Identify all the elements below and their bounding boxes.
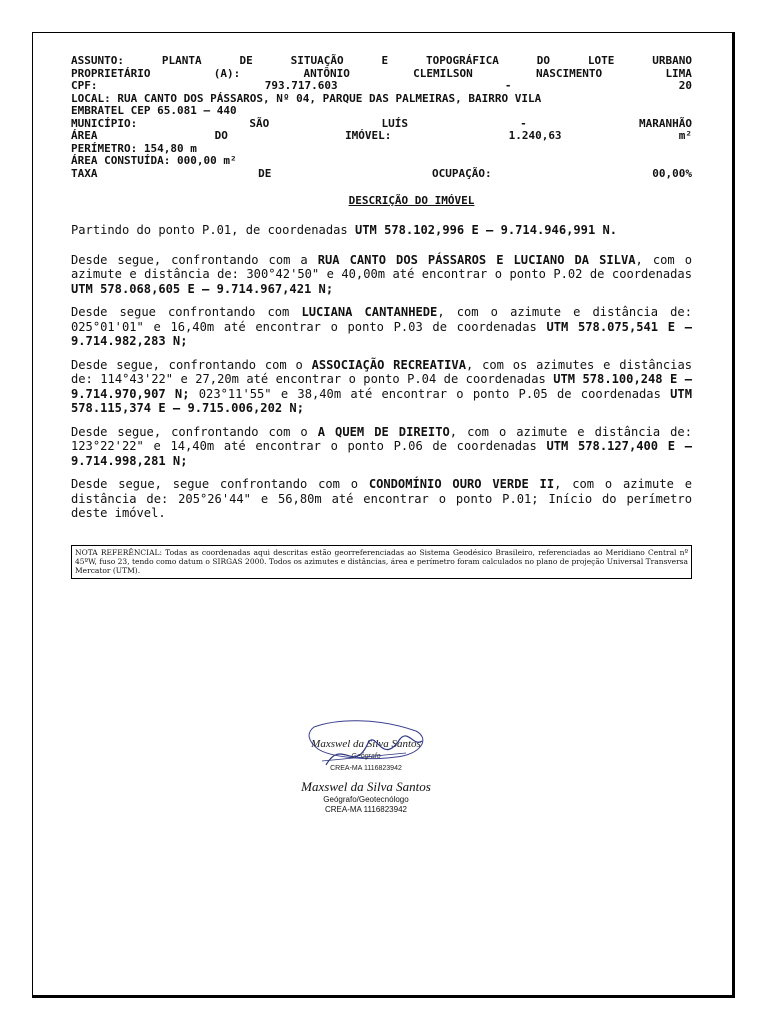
paragraph-text: , com o azimute e distância de: 123°22'22" e 14,40m até encontrar o ponto P.06 de coordenadas (71, 424, 692, 453)
paragraph-text: , com o azimute e distância de: 205°26'44" e 56,80m até encontrar o ponto P.01; Início do perímetro deste imóvel. (71, 477, 692, 520)
paragraph-p05 (71, 425, 692, 469)
coordinates-bold: UTM 578.068,605 E – 9.714.967,421 N; (71, 281, 334, 296)
local-line-cont: EMBRATEL CEP 65.081 – 440 (71, 104, 237, 117)
proprietario-label: PROPRIETÁRIO (71, 66, 151, 80)
assunto-word: LOTE (587, 54, 615, 67)
paragraph-text: Desde segue, confrontando com o (71, 424, 318, 439)
paragraph-text: , com o azimute e distância de: 025°01'01" e 16,40m até encontrar o ponto P.03 de coordenadas (71, 305, 692, 334)
coordinates-bold: UTM 578.100,248 E – 9.714.970,907 N; (71, 372, 692, 401)
cpf-label: CPF: (71, 79, 98, 92)
paragraph-p06 (71, 477, 692, 521)
paragraph-text: Desde segue, confrontando com a (71, 252, 318, 267)
area-construida-line: ÁREA CONSTUÍDA: 000,00 m² (71, 154, 237, 167)
proprietario-word: LIMA (665, 66, 692, 80)
area-word: DO (214, 129, 228, 142)
area-label: ÁREA (71, 129, 98, 142)
proprietario-word: (A): (213, 66, 241, 80)
paragraph-text: Desde segue, confrontando com o (71, 357, 312, 372)
taxa-word: OCUPAÇÃO: (432, 166, 492, 180)
cpf-suffix: 20 (678, 79, 692, 92)
coordinates-bold: UTM 578.075,541 E – 9.714.982,283 N; (71, 319, 692, 348)
confrontante-bold: LUCIANA CANTANHEDE (301, 305, 438, 319)
confrontante-bold: CONDOMÍNIO OURO VERDE II (368, 477, 555, 491)
signer-role: Geógrafo/Geotecnólogo (323, 795, 409, 804)
taxa-word: DE (258, 166, 272, 180)
signature-stamp-image (296, 717, 436, 783)
paragraph-text: Partindo do ponto P.01, de coordenadas (71, 223, 355, 237)
signer-crea: CREA-MA 1116823942 (325, 805, 407, 814)
taxa-line (71, 168, 692, 181)
paragraph-text: , com o azimute e distância de: 300°42'50" e 40,00m até encontrar o ponto P.02 de coordenadas (71, 252, 692, 281)
assunto-word: DE (239, 54, 253, 67)
assunto-line (71, 55, 692, 68)
proprietario-line (71, 68, 692, 81)
proprietario-word: CLEMILSON (413, 66, 473, 80)
header-block (71, 55, 692, 180)
confrontante-bold: A QUEM DE DIREITO (317, 424, 450, 439)
assunto-word: PLANTA (161, 54, 202, 67)
coordinates-bold: UTM 578.127,400 E – 9.714.998,281 N; (71, 439, 692, 468)
perimetro-line: PERÍMETRO: 154,80 m (71, 141, 197, 155)
confrontante-bold: RUA CANTO DOS PÁSSAROS E LUCIANO DA SILVA (317, 252, 636, 267)
coordinates-bold: UTM 578.115,374 E – 9.715.006,202 N; (71, 386, 692, 415)
paragraph-text: Desde segue, segue confrontando com o (71, 477, 369, 491)
stamp-crea-text: CREA-MA 1116823942 (330, 765, 402, 772)
area-value: 1.240,63 (508, 129, 562, 142)
document-page (32, 32, 735, 998)
section-title: DESCRIÇÃO DO IMÓVEL (348, 194, 475, 207)
municipio-state: MARANHÃO (638, 116, 692, 130)
assunto-word: TOPOGRÁFICA (425, 54, 499, 67)
proprietario-word: ANTÔNIO (303, 66, 350, 80)
cpf-separator: - (504, 79, 512, 92)
area-unit: m² (678, 129, 692, 142)
municipio-word: LUÍS (381, 116, 408, 130)
paragraph-text: 023°11'55" e 38,40m até encontrar o ponto P.05 de coordenadas (189, 386, 671, 401)
paragraph-p04 (71, 358, 692, 416)
municipio-separator: - (520, 116, 527, 130)
signer-name: Maxswel da Silva Santos (301, 779, 431, 794)
paragraph-p02 (71, 253, 692, 297)
municipio-word: SÃO (249, 116, 270, 130)
signature-block (281, 717, 451, 815)
area-line (71, 130, 692, 143)
coordinates-bold: UTM 578.102,996 E – 9.714.946,991 N. (354, 223, 618, 237)
taxa-value: 00,00% (652, 166, 692, 180)
proprietario-word: NASCIMENTO (535, 66, 603, 80)
assunto-word: URBANO (652, 54, 692, 67)
assunto-word: E (381, 54, 389, 67)
assunto-label: ASSUNTO: (71, 54, 124, 67)
stamp-name-text: Maxswel da Silva Santos (311, 738, 421, 750)
document-content (71, 55, 692, 579)
paragraph-p01 (71, 223, 692, 238)
assunto-word: SITUAÇÃO (290, 54, 344, 67)
taxa-label: TAXA (71, 166, 98, 180)
stamp-role-text: Geógrafo (351, 753, 381, 760)
reference-note: NOTA REFERÊNCIAL: Todas as coordenadas aqui descritas estão georreferenciadas ao Sistema Geodésico Brasileiro, referenciadas ao Meridiano Central nº 45ºW, fuso 23, tendo como datum o SIRGAS 2000. Todos os azimutes e distâncias, área e perímetro foram calculados no plano de projeção Universal Transversa Mercator (UTM). (71, 545, 692, 580)
municipio-label: MUNICÍPIO: (71, 116, 138, 130)
paragraph-text: , com os azimutes e distâncias de: 114°43'22" e 27,20m até encontrar o ponto P.04 de coordenadas (71, 357, 693, 386)
confrontante-bold: ASSOCIAÇÃO RECREATIVA (311, 357, 466, 372)
cpf-value: 793.717.603 (264, 79, 338, 92)
area-word: IMÓVEL: (345, 129, 392, 142)
paragraph-p03 (71, 305, 692, 349)
paragraph-text: Desde segue confrontando com (71, 305, 302, 319)
local-line: LOCAL: RUA CANTO DOS PÁSSAROS, Nº 04, PARQUE DAS PALMEIRAS, BAIRRO VILA (71, 91, 542, 105)
assunto-word: DO (536, 54, 550, 67)
cpf-line (71, 80, 692, 93)
